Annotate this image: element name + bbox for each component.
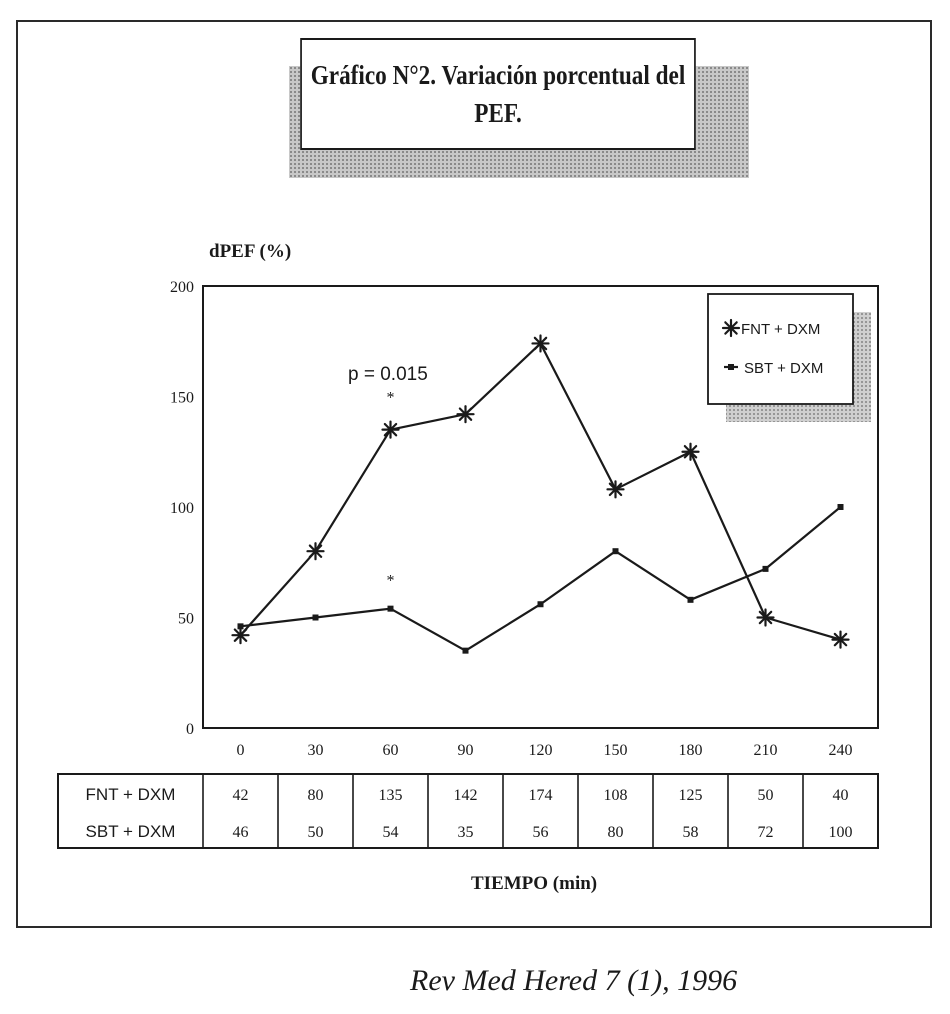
chart-title-line2: PEF. [474, 98, 522, 128]
x-tick-label: 90 [457, 742, 474, 759]
data-table-cell: 100 [828, 824, 853, 841]
legend-marker-fnt-dxm [723, 320, 739, 336]
x-tick-label: 120 [528, 742, 553, 759]
data-table-cell: 80 [307, 787, 324, 804]
data-point-fnt-dxm [533, 335, 549, 351]
chart-title-line1: Gráfico N°2. Variación porcentual del [310, 60, 686, 90]
data-table-cell: 46 [232, 824, 249, 841]
p-value-annotation: p = 0.015 [348, 364, 428, 385]
x-tick-label: 60 [382, 742, 399, 759]
data-point-sbt-dxm [538, 601, 544, 607]
y-tick-label: 150 [170, 389, 194, 407]
data-point-fnt-dxm [458, 406, 474, 422]
x-tick-label: 30 [307, 742, 324, 759]
data-table-cell: 135 [378, 787, 403, 804]
data-point-sbt-dxm [388, 606, 394, 612]
y-axis-label: dPEF (%) [209, 241, 292, 262]
data-table-cell: 40 [832, 787, 849, 804]
data-point-sbt-dxm [238, 623, 244, 629]
data-table-cell: 72 [757, 824, 774, 841]
data-point-fnt-dxm [608, 481, 624, 497]
data-point-sbt-dxm [613, 548, 619, 554]
x-tick-label: 0 [236, 742, 245, 759]
data-point-fnt-dxm [233, 627, 249, 643]
significance-asterisk: * [386, 572, 395, 590]
data-table-cell: 80 [607, 824, 624, 841]
data-point-fnt-dxm [683, 444, 699, 460]
data-table-cell: 174 [528, 787, 553, 804]
data-table-cell: 42 [232, 787, 249, 804]
legend-box [708, 294, 853, 404]
legend-marker-sbt-dxm [728, 364, 734, 370]
x-tick-label: 210 [753, 742, 778, 759]
y-tick-label: 50 [178, 610, 194, 628]
x-tick-label: 150 [603, 742, 628, 759]
data-point-fnt-dxm [758, 610, 774, 626]
significance-asterisk: * [386, 389, 395, 407]
data-table-cell: 56 [532, 824, 549, 841]
x-tick-label: 180 [678, 742, 703, 759]
data-point-fnt-dxm [833, 632, 849, 648]
data-table-cell: 35 [457, 824, 474, 841]
data-point-fnt-dxm [308, 543, 324, 559]
data-point-fnt-dxm [383, 422, 399, 438]
x-axis-label: TIEMPO (min) [471, 873, 598, 894]
data-table-cell: 54 [382, 824, 399, 841]
data-table-cell: 108 [603, 787, 628, 804]
legend-label-sbt-dxm: SBT + DXM [744, 360, 824, 377]
x-tick-label: 240 [828, 742, 853, 759]
data-point-sbt-dxm [763, 566, 769, 572]
data-table-row-label: SBT + DXM [85, 822, 176, 841]
data-table-cell: 50 [757, 787, 774, 804]
data-table-cell: 125 [678, 787, 703, 804]
journal-caption: Rev Med Hered 7 (1), 1996 [410, 964, 738, 997]
data-point-sbt-dxm [313, 615, 319, 621]
data-point-sbt-dxm [838, 504, 844, 510]
data-table-cell: 142 [453, 787, 478, 804]
data-table-cell: 58 [682, 824, 699, 841]
data-table-cell: 50 [307, 824, 324, 841]
legend-label-fnt-dxm: FNT + DXM [741, 321, 821, 338]
data-point-sbt-dxm [688, 597, 694, 603]
y-tick-label: 100 [170, 500, 194, 517]
data-table-row-label: FNT + DXM [85, 785, 176, 804]
y-tick-label: 0 [186, 721, 194, 738]
data-point-sbt-dxm [463, 648, 469, 654]
y-tick-label: 200 [170, 279, 194, 296]
